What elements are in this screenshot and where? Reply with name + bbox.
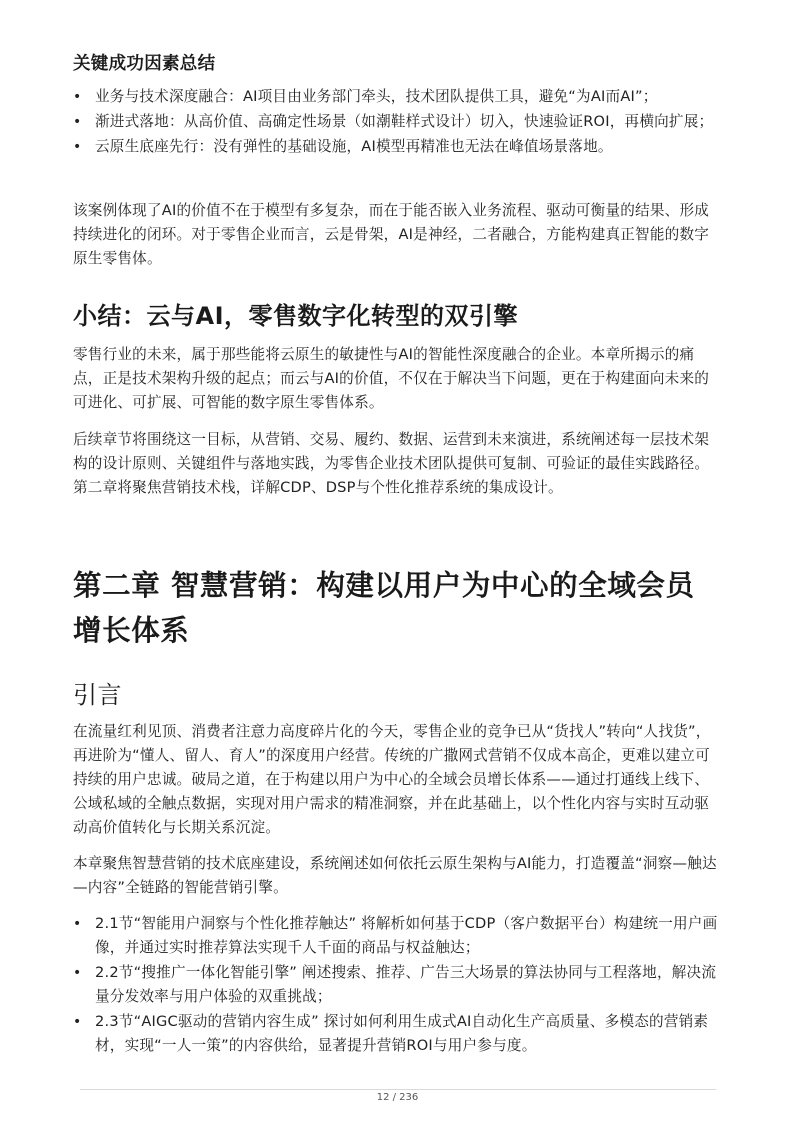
chapter-title: 第二章 智慧营销：构建以用户为中心的全域会员增长体系 — [73, 569, 695, 647]
summary-paragraph-1: 零售行业的未来，属于那些能将云原生的敏捷性与AI的智能性深度融合的企业。本章所揭示的痛点，正是技术架构升级的起点；而云与AI的价值，不仅在于解决当下问题，更在于构建面向未来的可进化、可扩展、可智能的数字原生零售体系。 — [73, 346, 710, 411]
list-item: • 业务与技术深度融合：AI项目由业务部门牵头，技术团队提供工具，避免“为AI而AI”； — [73, 85, 723, 109]
intro-paragraph-2: 本章聚焦智慧营销的技术底座建设，系统阐述如何依托云原生架构与AI能力，打造覆盖“洞察—触达—内容”全链路的智能营销引擎。 — [73, 855, 717, 896]
intro-paragraph-1: 在流量红利见顶、消费者注意力高度碎片化的今天，零售企业的竞争已从“货找人”转向“人找货”，再进阶为“懂人、留人、育人”的深度用户经营。传统的广撒网式营销不仅成本高企，更难以建立可持续的用户忠诚。破局之道，在于构建以用户为中心的全域会员增长体系——通过打通线上线下、公域私域的全触点数据，实现对用户需求的精准洞察，并在此基础上，以个性化内容与实时互动驱动高价值转化与长期关系沉淀。 — [73, 723, 711, 836]
list-item: • 2.2节“搜推广一体化智能引擎” 阐述搜索、推荐、广告三大场景的算法协同与工程落地，解决流量分发效率与用户体验的双重挑战； — [73, 961, 723, 1009]
list-item: • 2.3节“AIGC驱动的营销内容生成” 探讨如何利用生成式AI自动化生产高质量、多模态的营销素材，实现“一人一策”的内容供给，显著提升营销ROI与用户参与度。 — [73, 1010, 723, 1058]
bullet-icon: • — [73, 965, 82, 981]
intro-heading: 引言 — [73, 681, 122, 709]
list-item: • 2.1节“智能用户洞察与个性化推荐触达” 将解析如何基于CDP（客户数据平台）构建统一用户画像，并通过实时推荐算法实现千人千面的商品与权益触达； — [73, 912, 723, 960]
list-item: • 云原生底座先行：没有弹性的基础设施，AI模型再精准也无法在峰值场景落地。 — [73, 135, 723, 159]
summary-paragraph-2: 后续章节将围绕这一目标，从营销、交易、履约、数据、运营到未来演进，系统阐述每一层技术架构的设计原则、关键组件与落地实践，为零售企业技术团队提供可复制、可验证的最佳实践路径。第二章将聚焦营销技术栈，详解CDP、DSP与个性化推荐系统的集成设计。 — [73, 431, 710, 496]
bullet-icon: • — [73, 89, 82, 105]
bullet-icon: • — [73, 114, 82, 130]
case-conclusion-paragraph: 该案例体现了AI的价值不在于模型有多复杂，而在于能否嵌入业务流程、驱动可衡量的结果、形成持续进化的闭环。对于零售企业而言，云是骨架，AI是神经，二者融合，方能构建真正智能的数字原生零售体。 — [73, 202, 710, 267]
key-success-factors-heading: 关键成功因素总结 — [73, 54, 216, 74]
chapter-sections-list — [73, 912, 723, 1059]
page-number: 12 / 236 — [376, 1092, 419, 1103]
list-item: • 渐进式落地：从高价值、高确定性场景（如潮鞋样式设计）切入，快速验证ROI，再横向扩展； — [73, 110, 723, 134]
key-success-factors-list — [73, 85, 723, 160]
bullet-icon: • — [73, 916, 82, 932]
summary-heading: 小结：云与AI，零售数字化转型的双引擎 — [73, 302, 519, 330]
bullet-icon: • — [73, 1014, 82, 1030]
bullet-icon: • — [73, 139, 82, 155]
footer-divider — [80, 1089, 716, 1090]
